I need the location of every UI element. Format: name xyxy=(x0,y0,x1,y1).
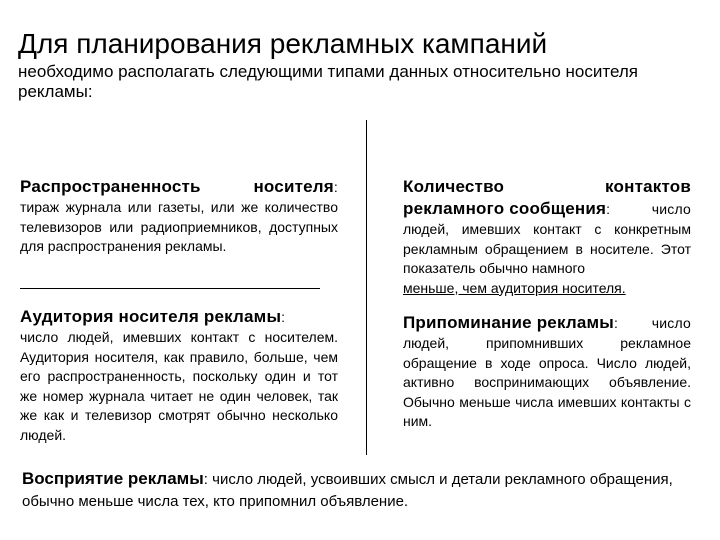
vertical-divider xyxy=(366,120,367,455)
distribution-heading-word2: носителя: xyxy=(253,177,338,196)
perception-section: Восприятие рекламы: число людей, усвоивших смысл и детали рекламного обращения, обычно меньше числа тех, кто припомнил объявление. xyxy=(22,469,673,510)
horizontal-divider-left xyxy=(20,288,320,289)
distribution-heading-word1: Распространенность xyxy=(20,177,201,196)
distribution-heading xyxy=(20,176,338,198)
contacts-text-last: меньше, чем аудитория носителя. xyxy=(403,279,626,296)
distribution-section xyxy=(20,176,338,257)
perception-heading: Восприятие рекламы xyxy=(22,469,204,488)
recall-text: людей, припомнивших рекламное обращение в ходе опроса. Число людей, активно воспринимающих объявление. Обычно меньше числа имевших контакты с ним. xyxy=(403,335,691,429)
recall-section xyxy=(403,312,691,432)
audience-heading: Аудитория носителя рекламы: xyxy=(20,307,286,326)
page-title: Для планирования рекламных кампаний xyxy=(18,28,548,59)
contacts-section xyxy=(403,176,691,298)
recall-heading: Припоминание рекламы: число xyxy=(403,313,691,332)
audience-text: число людей, имевших контакт с носителем. Аудитория носителя, как правило, больше, чем его распространенность, поскольку один и тот же номер журнала читает не один человек, так же как и телевизор смотрят обычно несколько людей. xyxy=(20,329,338,443)
contacts-text: людей, имевших контакт с конкретным рекламным обращением в носителе. Этот показатель обычно намного xyxy=(403,221,691,276)
contacts-heading-line1: Количество контактов xyxy=(403,177,691,196)
perception-text: число людей, усвоивших смысл и детали рекламного обращения, обычно меньше числа тех, кто припомнил объявление. xyxy=(22,471,673,510)
distribution-text: тираж журнала или газеты, или же количество телевизоров или радиоприемников, доступных для распространения рекламы. xyxy=(20,199,338,254)
audience-section xyxy=(20,306,338,445)
page-subtitle: необходимо располагать следующими типами данных относительно носителя рекламы: xyxy=(18,62,638,101)
contacts-heading-line2: рекламного сообщения: число xyxy=(403,199,691,218)
